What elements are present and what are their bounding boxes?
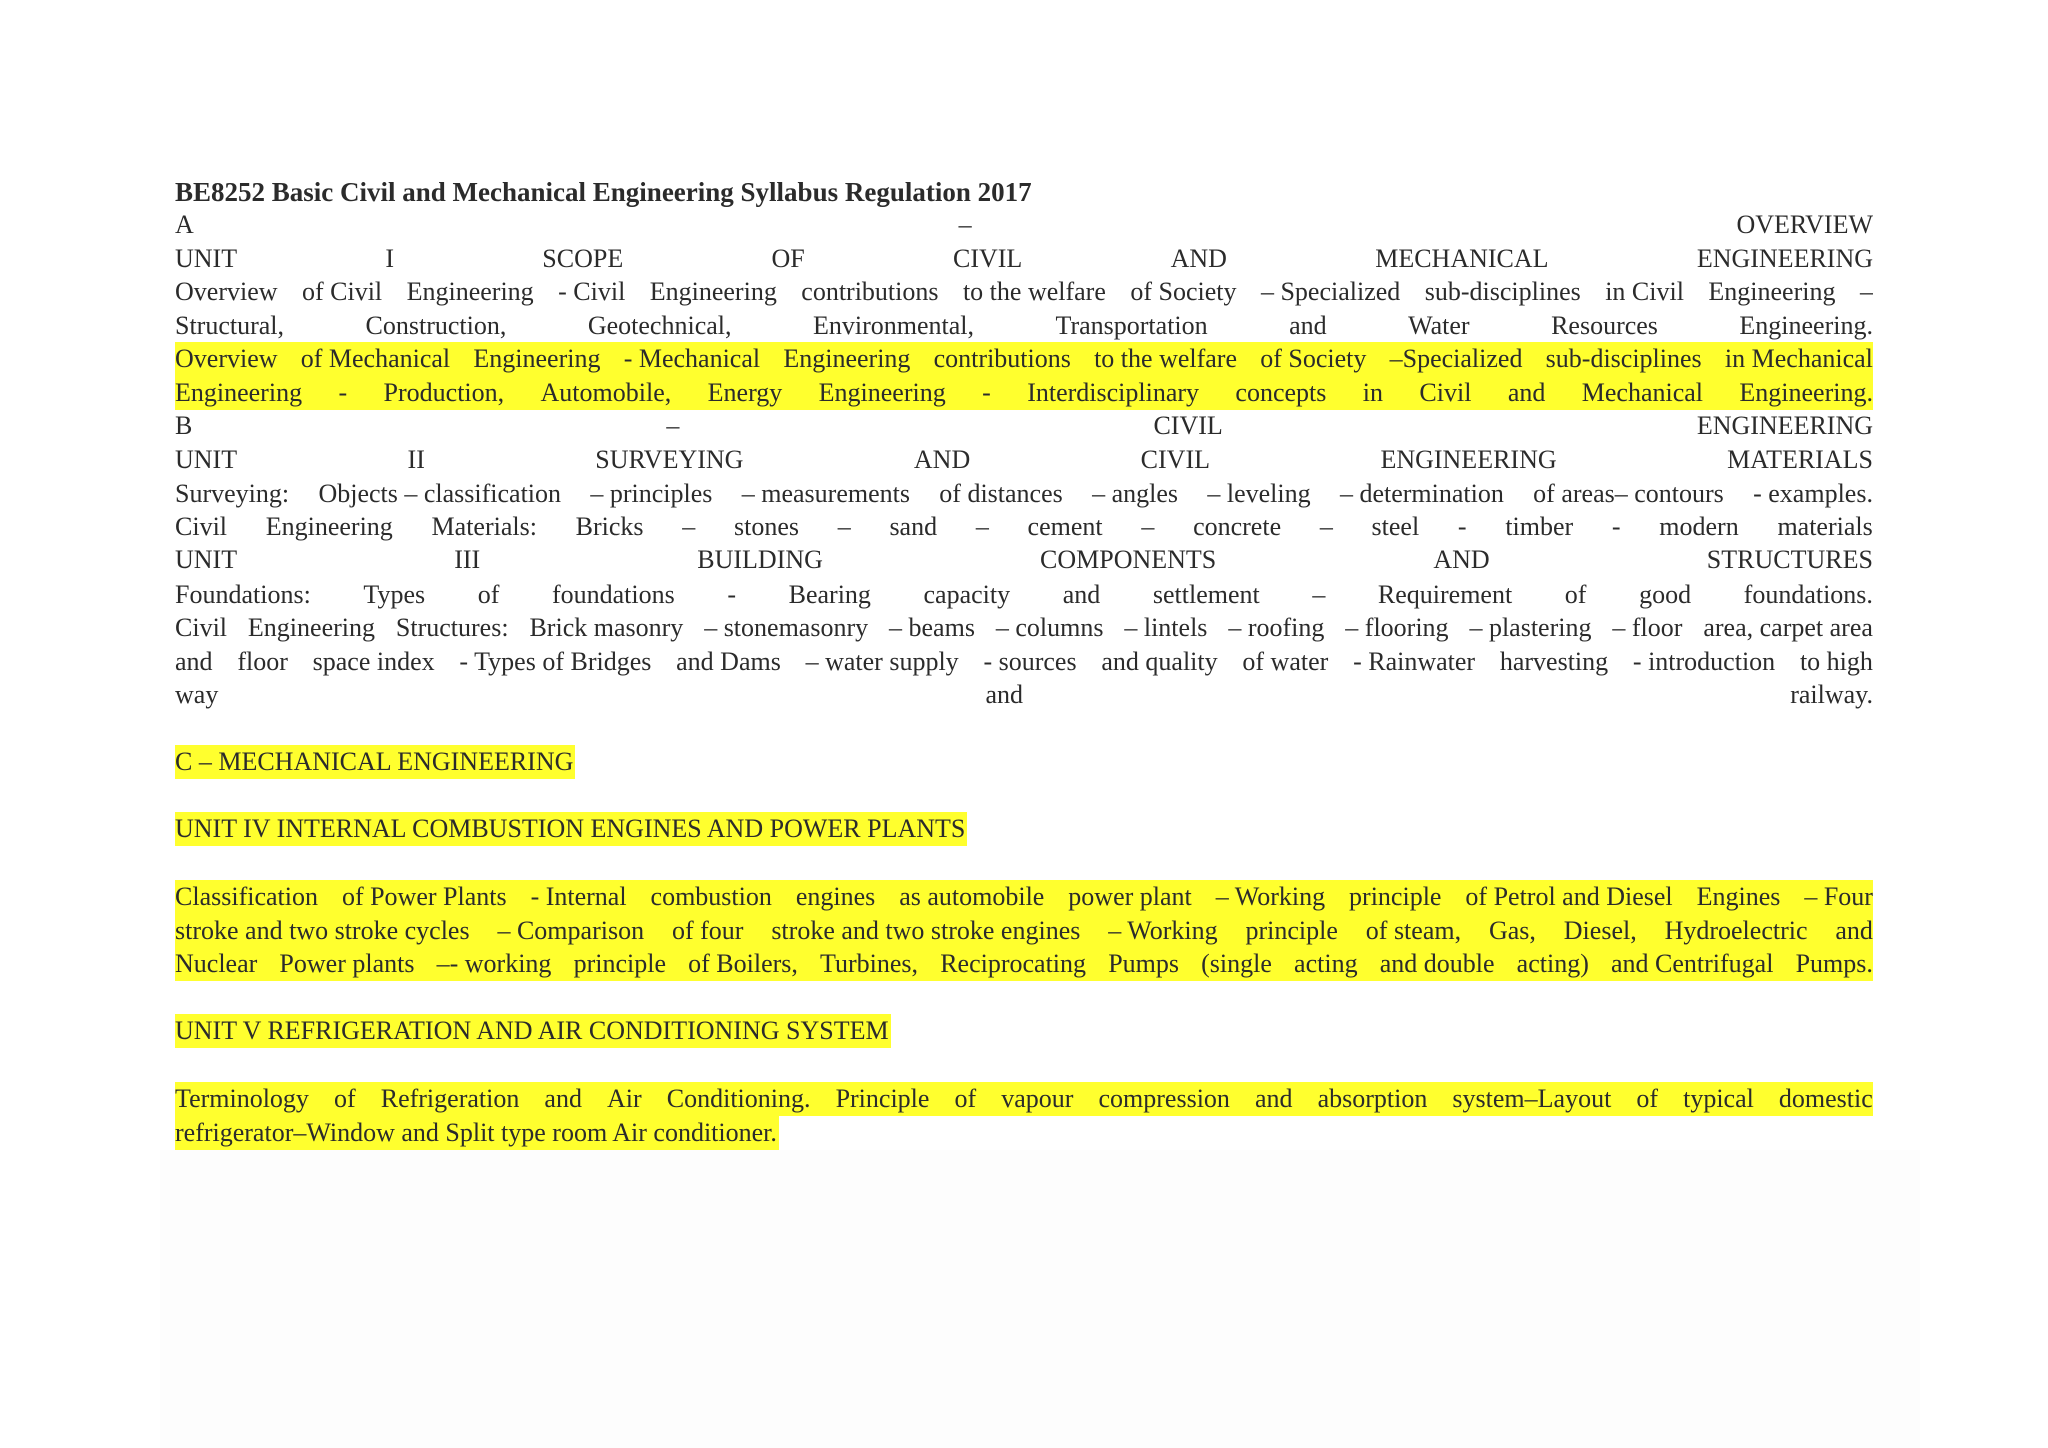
unit-4-heading [175,812,1873,846]
unit-1-line-3-word: of Mechanical [300,344,451,373]
unit-4-line-3-word: Power plants [279,949,415,978]
unit-4-line-2-word: stroke and two stroke engines [771,916,1081,945]
unit-3-line-3-word: to high [1799,647,1873,676]
unit-1-line-3-word: Engineering [473,344,601,373]
unit-3-line-2 [175,611,1873,645]
unit-3-line-1-word: foundations. [1743,580,1873,609]
unit-1-line-4-word: concepts [1235,378,1327,407]
unit-1-line-4-word: Production, [383,378,505,407]
unit-5-line-1-word: Conditioning. [666,1084,811,1113]
unit-2-line-1-word: – principles [590,479,713,508]
section-a-heading-word: OVERVIEW [1736,210,1873,239]
unit-3-line-3-word: of water [1242,647,1329,676]
unit-2-line-2-word: steel [1371,512,1420,541]
unit-4-line-1-word: engines [795,882,876,911]
unit-1-line-4-word: Energy [707,378,783,407]
unit-4-line-3-word: Reciprocating [940,949,1087,978]
unit-1-line-4-word: Interdisciplinary [1027,378,1200,407]
unit-2-line-2-word: Civil [175,512,228,541]
unit-4-line-1-word: as automobile [899,882,1045,911]
unit-3-line-1-word: capacity [923,580,1011,609]
unit-2-heading-word: SURVEYING [595,445,744,474]
unit-2-line-2-word: cement [1027,512,1103,541]
unit-5-line-1-word: vapour [1001,1084,1074,1113]
unit-3-line-3-word: floor [237,647,288,676]
unit-1-line-1-word: sub-disciplines [1424,277,1581,306]
unit-5-line-1-word: of [954,1084,977,1113]
unit-4-line-1-word: power plant [1068,882,1192,911]
unit-1-line-4-word: Engineering [175,378,303,407]
unit-1-line-3-word: in Mechanical [1724,344,1873,373]
unit-1-line-4-word: and [1507,378,1546,407]
unit-4-line-1-word: – Four [1804,882,1873,911]
unit-1-line-3-word: Engineering [783,344,911,373]
unit-5-heading [175,1014,1873,1048]
unit-4-line-2-word: Hydroelectric [1664,916,1808,945]
unit-1-line-3-word: –Specialized [1389,344,1523,373]
unit-5-line-1-word: Terminology [175,1084,309,1113]
section-a-heading-word: – [958,210,972,239]
unit-1-line-4 [175,376,1873,410]
unit-4-line-2-word: of four [671,916,744,945]
unit-3-line-3-word: and quality [1101,647,1218,676]
unit-3-line-2-word: – floor [1612,613,1683,642]
page-shade [160,1150,1920,1448]
unit-1-line-3 [175,342,1873,376]
unit-3-heading-word: AND [1433,545,1490,574]
unit-4-line-3-word: Turbines, [820,949,919,978]
unit-1-line-2-word: Environmental, [812,311,974,340]
unit-4-line-3-word: of Boilers, [688,949,798,978]
unit-5-line-1-word: domestic [1778,1084,1873,1113]
unit-3-line-1-word: and [1062,580,1101,609]
unit-1-line-2-word: Engineering. [1739,311,1873,340]
unit-3-line-3-word: space index [312,647,435,676]
unit-1-line-4-word: - [982,378,991,407]
unit-4-line-3-word: acting [1294,949,1358,978]
section-c-heading [175,745,1873,779]
unit-1-line-3-word: Overview [175,344,278,373]
unit-2-heading-word: AND [913,445,971,474]
unit-2-line-2-word: materials [1777,512,1873,541]
unit-1-line-1-word: – [1859,277,1873,306]
unit-1-line-2-word: Structural, [175,311,285,340]
unit-2-heading-word: UNIT [175,445,238,474]
unit-2-line-2-word: timber [1505,512,1574,541]
unit-1-heading-word: ENGINEERING [1696,244,1873,273]
unit-5-line-1-word: Refrigeration [380,1084,520,1113]
unit-2-line-2-word: - [1611,512,1621,541]
unit-1-heading-word: I [385,244,395,273]
unit-1-heading-word: OF [771,244,805,273]
unit-3-line-2-word: Civil [175,613,228,642]
unit-1-line-4-word: Engineering [818,378,946,407]
unit-5-line-1-word: of [1636,1084,1659,1113]
unit-1-heading [175,242,1873,276]
unit-3-line-1-word: Types [363,580,426,609]
document-title-text: BE8252 Basic Civil and Mechanical Engineering Syllabus Regulation 2017 [175,177,1032,207]
unit-5-line-1-word: absorption [1317,1084,1428,1113]
unit-4-line-2-word: Gas, [1488,916,1536,945]
unit-5-line-1-word: system–Layout [1452,1084,1612,1113]
unit-5-line-1-word: compression [1098,1084,1230,1113]
unit-2-line-2-word: Engineering [265,512,393,541]
unit-2-line-2-word: concrete [1193,512,1282,541]
unit-4-line-2 [175,914,1873,948]
unit-1-line-2-word: Resources [1551,311,1658,340]
unit-4-line-2-word: of steam, [1365,916,1462,945]
unit-4-line-3-word: –- working [436,949,552,978]
unit-2-heading-word: II [407,445,425,474]
unit-2-line-2-word: – [682,512,696,541]
unit-3-line-3-word: and Dams [676,647,781,676]
unit-3-line-1-word: – [1312,580,1326,609]
unit-4-line-1-word: principle [1349,882,1442,911]
unit-3-line-4 [175,678,1873,712]
unit-1-line-1-word: Engineering [406,277,534,306]
section-a-heading [175,208,1873,242]
unit-4-line-1-word: – Working [1215,882,1326,911]
unit-1-line-1-word: to the welfare [962,277,1106,306]
unit-5-line-1-word: and [1254,1084,1293,1113]
unit-3-heading-word: STRUCTURES [1706,545,1873,574]
unit-4-line-2-word: – Working [1108,916,1218,945]
unit-2-line-2-word: Materials: [431,512,537,541]
unit-3-heading-word: III [454,545,481,574]
unit-1-line-2-word: and [1289,311,1327,340]
unit-4-line-3 [175,947,1873,981]
unit-4-line-2-word: – Comparison [497,916,645,945]
unit-1-line-2 [175,309,1873,343]
unit-3-line-2-word: Structures: [395,613,509,642]
unit-1-line-1-word: – Specialized [1260,277,1401,306]
unit-4-line-2-word: stroke and two stroke cycles [175,916,470,945]
document-title [175,175,1873,209]
unit-4-line-3-word: and double [1379,949,1495,978]
unit-5-line-1 [175,1082,1873,1116]
unit-1-line-3-word: to the welfare [1094,344,1238,373]
unit-1-line-3-word: - Mechanical [623,344,761,373]
unit-4-line-1 [175,880,1873,914]
unit-5-line-1-word: Principle [835,1084,930,1113]
section-a-heading-word: A [175,210,194,239]
unit-3-line-2-word: Engineering [247,613,375,642]
unit-3-heading-word: BUILDING [697,545,823,574]
unit-3-line-2-word: – columns [995,613,1104,642]
unit-2-line-1-word: – measurements [741,479,910,508]
unit-2-heading [175,443,1873,477]
unit-1-line-3-word: sub-disciplines [1545,344,1702,373]
unit-3-line-3-word: – water supply [805,647,959,676]
unit-2-line-2-word: – [1141,512,1155,541]
unit-2-line-1 [175,477,1873,511]
unit-1-line-4-word: Mechanical [1581,378,1704,407]
unit-4-line-2-word: and [1835,916,1873,945]
unit-5-line-2 [175,1116,1873,1150]
unit-1-line-2-word: Water [1408,311,1470,340]
unit-3-line-2-word: – beams [889,613,975,642]
section-b-heading-word: – [666,411,680,440]
unit-3-line-2-word: – flooring [1345,613,1449,642]
unit-5-heading-text: UNIT V REFRIGERATION AND AIR CONDITIONING SYSTEM [175,1014,891,1048]
unit-2-line-1-word: Objects – classification [318,479,562,508]
unit-2-line-1-word: of areas– contours [1533,479,1724,508]
unit-3-line-4-word: and [985,680,1024,709]
unit-3-line-1-word: Requirement [1377,580,1513,609]
unit-3-line-1-word: of [477,580,500,609]
unit-1-line-1-word: of Civil [301,277,383,306]
unit-3-line-2-word: Brick masonry [529,613,684,642]
unit-5-line-1-word: and [544,1084,582,1113]
unit-2-line-2-word: – [975,512,989,541]
unit-4-line-1-word: Classification [175,882,318,911]
unit-3-line-2-word: – plastering [1469,613,1592,642]
unit-3-line-3-word: - Rainwater [1353,647,1476,676]
unit-3-line-3-word: - sources [983,647,1077,676]
unit-4-line-3-word: (single [1201,949,1272,978]
unit-1-line-3-word: of Society [1260,344,1367,373]
unit-2-line-2-word: – [1319,512,1333,541]
unit-3-line-1-word: of [1564,580,1587,609]
unit-3-line-3-word: and [175,647,213,676]
unit-3-line-4-word: way [175,680,219,709]
unit-2-line-1-word: – angles [1092,479,1179,508]
unit-3-heading-word: UNIT [175,545,238,574]
unit-2-line-2-word: – [837,512,851,541]
unit-4-line-3-word: Pumps. [1795,949,1873,978]
unit-1-line-1 [175,275,1873,309]
unit-1-line-4-word: Civil [1419,378,1472,407]
unit-3-line-4-word: railway. [1790,680,1873,709]
unit-1-heading-word: AND [1170,244,1227,273]
unit-5-line-1-word: of [334,1084,356,1113]
unit-1-line-1-word: Engineering [1708,277,1836,306]
unit-3-line-1-word: settlement [1152,580,1260,609]
section-b-heading-word: B [175,411,193,440]
unit-3-line-3 [175,645,1873,679]
unit-2-line-1-word: – leveling [1207,479,1311,508]
section-b-heading [175,409,1873,443]
unit-4-line-1-word: Engines [1696,882,1781,911]
unit-1-line-4-word: Engineering. [1739,378,1873,407]
unit-1-line-1-word: - Civil [558,277,626,306]
unit-3-heading-word: COMPONENTS [1040,545,1217,574]
unit-2-line-1-word: - examples. [1753,479,1873,508]
section-c-heading-text: C – MECHANICAL ENGINEERING [175,745,575,779]
unit-2-line-2-word: modern [1659,512,1739,541]
unit-4-line-3-word: Pumps [1108,949,1179,978]
unit-4-line-2-word: principle [1245,916,1338,945]
unit-1-line-1-word: of Society [1130,277,1237,306]
unit-2-line-2-word: - [1457,512,1467,541]
unit-5-line-1-word: typical [1683,1084,1754,1113]
unit-3-line-3-word: - introduction [1632,647,1776,676]
unit-3-line-2-word: – lintels [1124,613,1208,642]
unit-2-line-2-word: Bricks [575,512,644,541]
unit-4-line-3-word: acting) [1516,949,1589,978]
unit-1-heading-word: SCOPE [542,244,624,273]
section-b-heading-word: CIVIL [1153,411,1223,440]
unit-4-line-3-word: Nuclear [175,949,258,978]
unit-1-heading-word: UNIT [175,244,238,273]
unit-3-line-2-word: area, carpet area [1703,613,1873,642]
unit-2-heading-word: MATERIALS [1727,445,1873,474]
unit-1-line-1-word: in Civil [1605,277,1684,306]
unit-3-line-1-word: foundations [551,580,675,609]
unit-3-line-1 [175,578,1873,612]
unit-1-line-1-word: contributions [801,277,939,306]
unit-4-line-1-word: of Petrol and Diesel [1465,882,1673,911]
unit-3-line-3-word: harvesting [1499,647,1609,676]
unit-4-line-1-word: of Power Plants [341,882,507,911]
unit-4-heading-text: UNIT IV INTERNAL COMBUSTION ENGINES AND POWER PLANTS [175,812,967,846]
unit-2-line-1-word: – determination [1339,479,1504,508]
unit-3-line-1-word: - [727,580,737,609]
unit-5-line-2-text: refrigerator–Window and Split type room Air conditioner. [175,1116,779,1150]
unit-2-line-2-word: sand [889,512,938,541]
unit-4-line-3-word: principle [573,949,666,978]
unit-1-heading-word: MECHANICAL [1375,244,1549,273]
section-b-heading-word: ENGINEERING [1696,411,1873,440]
unit-1-line-1-word: Engineering [649,277,777,306]
unit-4-line-3-word: and Centrifugal [1611,949,1774,978]
unit-2-line-2 [175,510,1873,544]
unit-4-line-1-word: - Internal [530,882,627,911]
unit-1-line-3-word: contributions [933,344,1071,373]
unit-1-line-2-word: Construction, [365,311,507,340]
unit-2-heading-word: ENGINEERING [1380,445,1557,474]
unit-2-line-1-word: Surveying: [175,479,290,508]
unit-5-line-1-word: Air [607,1084,642,1113]
unit-3-line-3-word: - Types of Bridges [459,647,652,676]
unit-2-line-2-word: stones [734,512,799,541]
unit-1-line-4-word: Automobile, [540,378,672,407]
unit-1-line-1-word: Overview [175,277,278,306]
unit-2-line-1-word: of distances [939,479,1063,508]
unit-4-line-2-word: Diesel, [1563,916,1637,945]
unit-1-heading-word: CIVIL [953,244,1023,273]
unit-1-line-4-word: - [338,378,348,407]
unit-3-line-1-word: Foundations: [175,580,311,609]
unit-3-line-2-word: – stonemasonry [704,613,869,642]
unit-3-line-2-word: – roofing [1228,613,1325,642]
unit-3-heading [175,543,1873,577]
unit-2-heading-word: CIVIL [1140,445,1210,474]
unit-1-line-4-word: in [1362,378,1384,407]
unit-3-line-1-word: good [1639,580,1692,609]
unit-1-line-2-word: Transportation [1055,311,1208,340]
unit-3-line-1-word: Bearing [788,580,871,609]
unit-1-line-2-word: Geotechnical, [587,311,732,340]
unit-4-line-1-word: combustion [650,882,772,911]
